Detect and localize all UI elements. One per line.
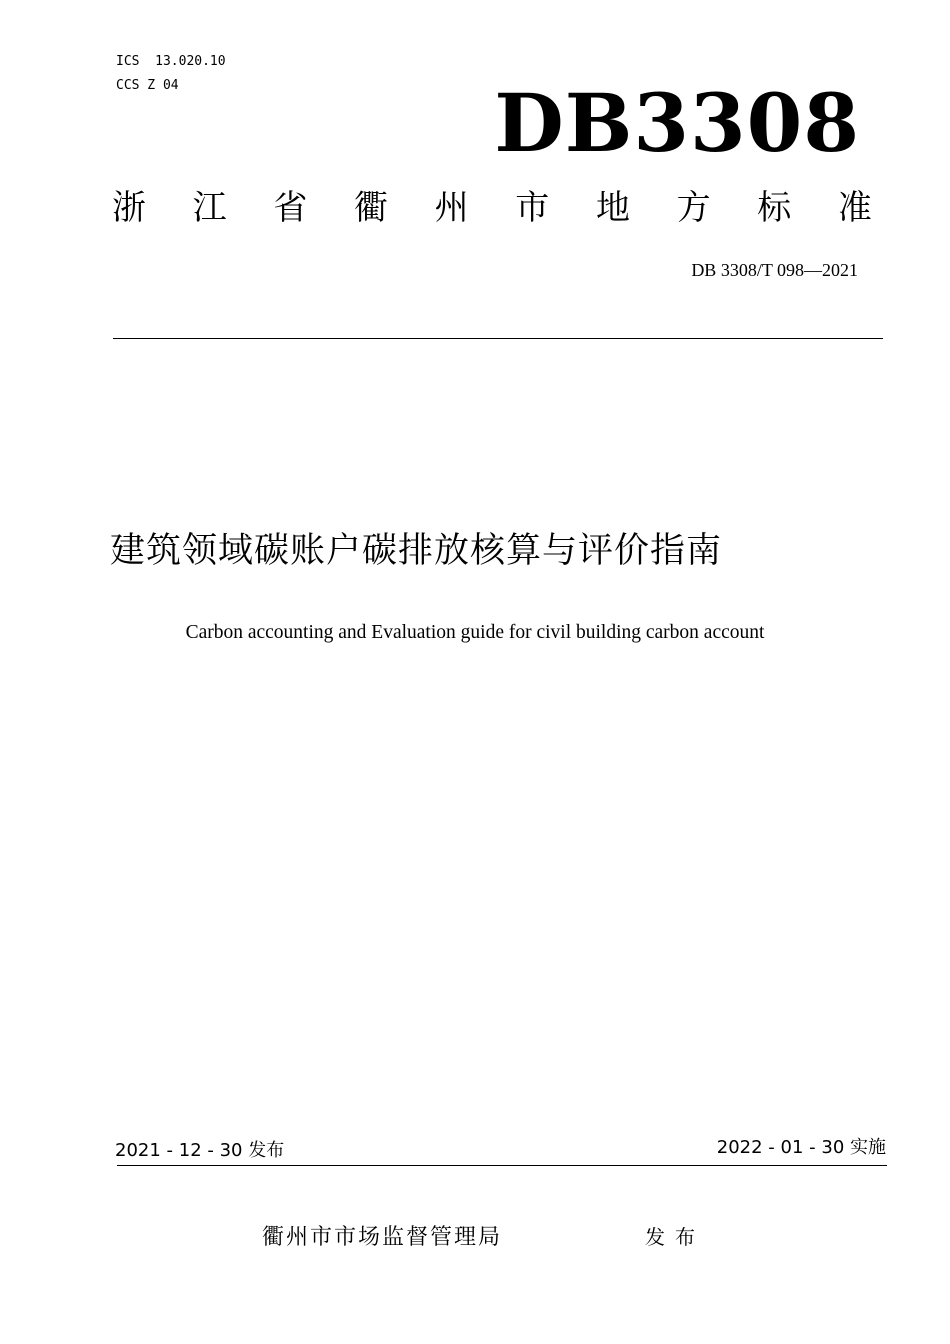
ics-code: ICS 13.020.10 xyxy=(116,54,226,69)
implementation-date: 2022 - 01 - 30 实施 xyxy=(716,1137,886,1158)
standard-type-char: 州 xyxy=(434,188,469,228)
issue-date: 2021 - 12 - 30 发布 xyxy=(115,1140,285,1161)
standard-type-char: 浙 xyxy=(112,188,146,228)
standard-type-char: 方 xyxy=(676,188,711,228)
issuing-authority: 衢州市市场监督管理局 xyxy=(262,1225,503,1250)
document-title-chinese: 建筑领域碳账户碳排放核算与评价指南 xyxy=(110,531,723,571)
standard-type-char: 地 xyxy=(595,188,630,228)
standard-code: DB 3308/T 098—2021 xyxy=(691,260,858,280)
issuer-action: 发布 xyxy=(645,1225,705,1249)
top-divider xyxy=(113,338,883,339)
standard-type-char: 省 xyxy=(273,188,308,228)
document-title-english: Carbon accounting and Evaluation guide for civil building carbon account xyxy=(185,622,765,643)
standard-type-char: 准 xyxy=(837,188,872,228)
standard-type-char: 衢 xyxy=(353,188,388,228)
classification-codes xyxy=(116,50,226,98)
standard-type-char: 标 xyxy=(757,188,792,228)
standard-type-char: 市 xyxy=(515,188,550,228)
standard-type xyxy=(112,186,872,230)
standard-logo: DB3308 xyxy=(494,76,860,170)
ccs-code: CCS Z 04 xyxy=(116,78,179,93)
standard-type-char: 江 xyxy=(192,188,227,228)
bottom-divider xyxy=(117,1165,887,1166)
